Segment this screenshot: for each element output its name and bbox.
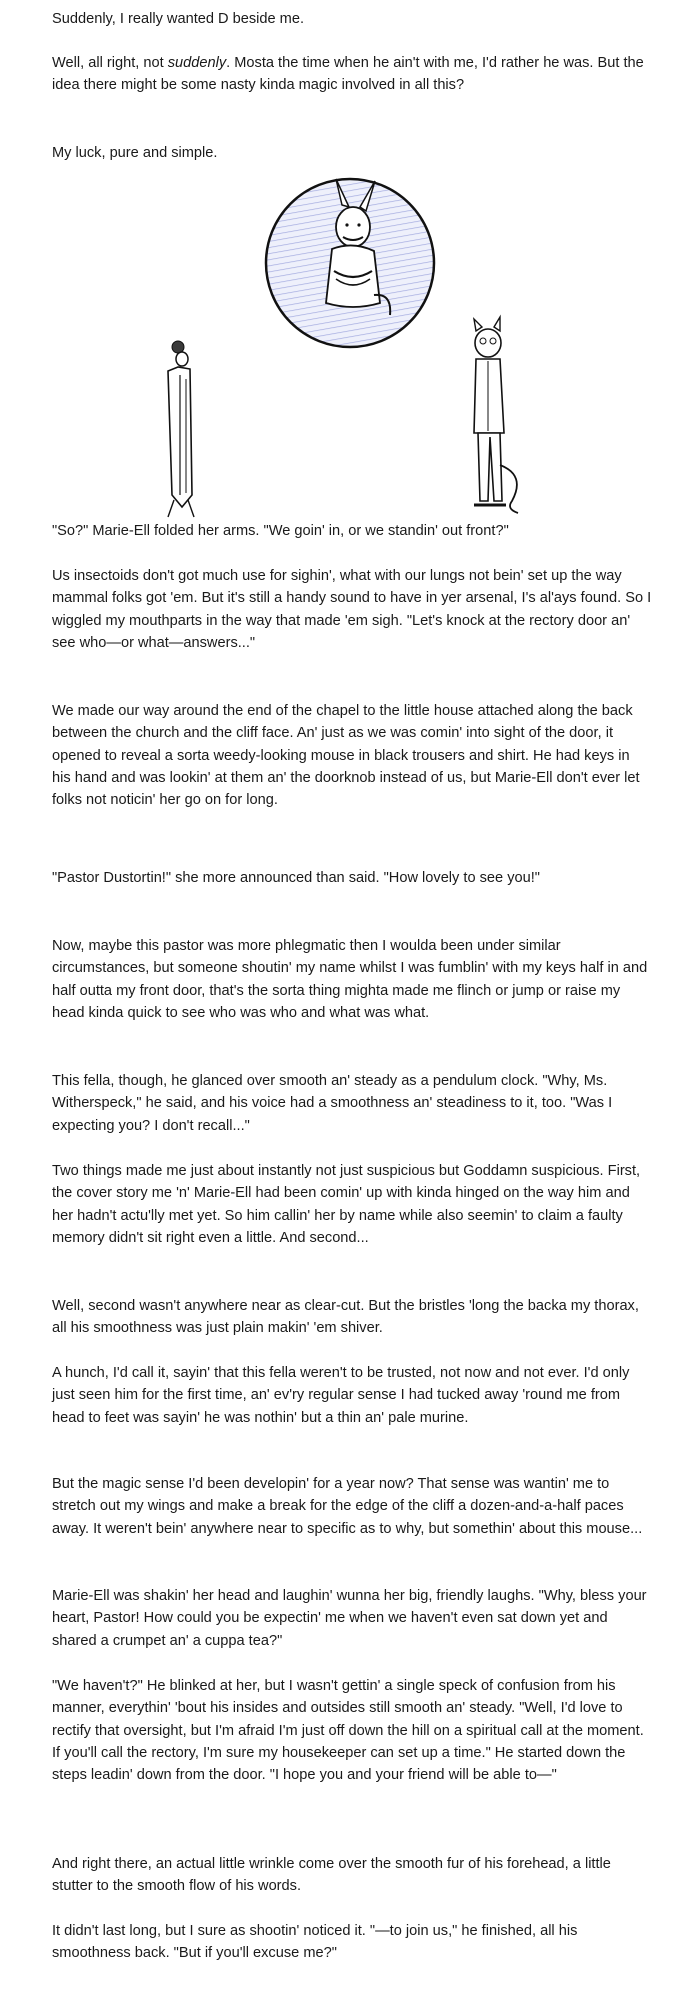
paragraph: "So?" Marie-Ell folded her arms. "We goin' in, or we standin' out front?" <box>52 523 509 539</box>
paragraph: Us insectoids don't got much use for sighin', what with our lungs not bein' set up the way mammal folks got 'em. But it's still a handy sound to have in yer arsenal, I's al'ays found. So I wiggled my mouthparts in the way that made 'em sigh. "Let's knock at the rectory door an' see who—or what—answers..." <box>52 568 652 651</box>
emphasis: suddenly <box>167 55 227 71</box>
paragraph: Two things made me just about instantly not just suspicious but Goddamn suspicious. First, the cover story me 'n' Marie-Ell had been comin' up with kinda hinged on the way him and her hadn't actu'lly met yet. So him callin' her by name while also seemin' to claim a faulty memory didn't sit right even a little. And second... <box>52 1163 641 1246</box>
insectoid-figure <box>168 341 194 517</box>
paragraph: Well, second wasn't anywhere near as clear-cut. But the bristles 'long the backa my thorax, all his smoothness was just plain makin' 'em shiver. <box>52 1298 639 1337</box>
paragraph: Well, all right, not suddenly. Mosta the time when he ain't with me, I'd rather he was. But the idea there might be some nasty kinda magic involved in all this? <box>52 55 644 94</box>
paragraph: Now, maybe this pastor was more phlegmatic then I woulda been under similar circumstances, but someone shoutin' my name whilst I was fumblin' with my keys half in and half outta my front door, that's the sorta thing mighta made me flinch or jump or raise my head kinda quick to see who was who and what was what. <box>52 938 648 1021</box>
paragraph: My luck, pure and simple. <box>52 145 218 161</box>
paragraph: And right there, an actual little wrinkle come over the smooth fur of his forehead, a little stutter to the smooth flow of his words. <box>52 1856 611 1895</box>
paragraph: This fella, though, he glanced over smooth an' steady as a pendulum clock. "Why, Ms. Witherspeck," he said, and his voice had a smoothness an' steadiness to it, too. "Was I expecting you? I don't recall..." <box>52 1073 613 1134</box>
paragraph: But the magic sense I'd been developin' for a year now? That sense was wantin' me to stretch out my wings and make a break for the edge of the cliff a dozen-and-a-half paces away. It weren't bein' anywhere near to specific as to why, but somethin' about this mouse... <box>52 1476 643 1537</box>
cat-figure <box>474 317 518 513</box>
paragraph: A hunch, I'd call it, sayin' that this fella weren't to be trusted, not now and not ever. I'd only just seen him for the first time, an' ev'ry regular sense I had tucked away 'round me from head to feet was sayin' he was nothin' but a thin an' pale murine. <box>52 1365 630 1426</box>
paragraph: It didn't last long, but I sure as shootin' noticed it. "—to join us," he finished, all his smoothness back. "But if you'll excuse me?" <box>52 1923 578 1962</box>
paragraph: We made our way around the end of the chapel to the little house attached along the back between the church and the cliff face. An' just as we was comin' into sight of the door, it opened to reveal a sorta weedy-looking mouse in black trousers and shirt. He had keys in his hand and was lookin' at them an' the doorknob instead of us, but Marie-Ell don't ever let folks not noticin' her go on for long. <box>52 703 640 809</box>
paragraph: Suddenly, I really wanted D beside me. <box>52 11 305 27</box>
paragraph: "We haven't?" He blinked at her, but I wasn't gettin' a single speck of confusion from his manner, everythin' 'bout his insides and outsides still smooth an' steady. "Well, I'd love to rectify that oversight, but I'm afraid I'm just off down the hill on a spiritual call at the moment. If you'll call the rectory, I'm sure my housekeeper can set up a time." He started down the steps leadin' down from the door. "I hope you and your friend will be able to—" <box>52 1678 644 1784</box>
vision-bubble <box>266 179 434 347</box>
paragraph: "Pastor Dustortin!" she more announced than said. "How lovely to see you!" <box>52 870 540 886</box>
illustration <box>160 175 540 520</box>
paragraph: Marie-Ell was shakin' her head and laughin' wunna her big, friendly laughs. "Why, bless your heart, Pastor! How could you be expectin' me when we haven't even sat down yet and shared a crumpet an' a cuppa tea?" <box>52 1588 647 1649</box>
